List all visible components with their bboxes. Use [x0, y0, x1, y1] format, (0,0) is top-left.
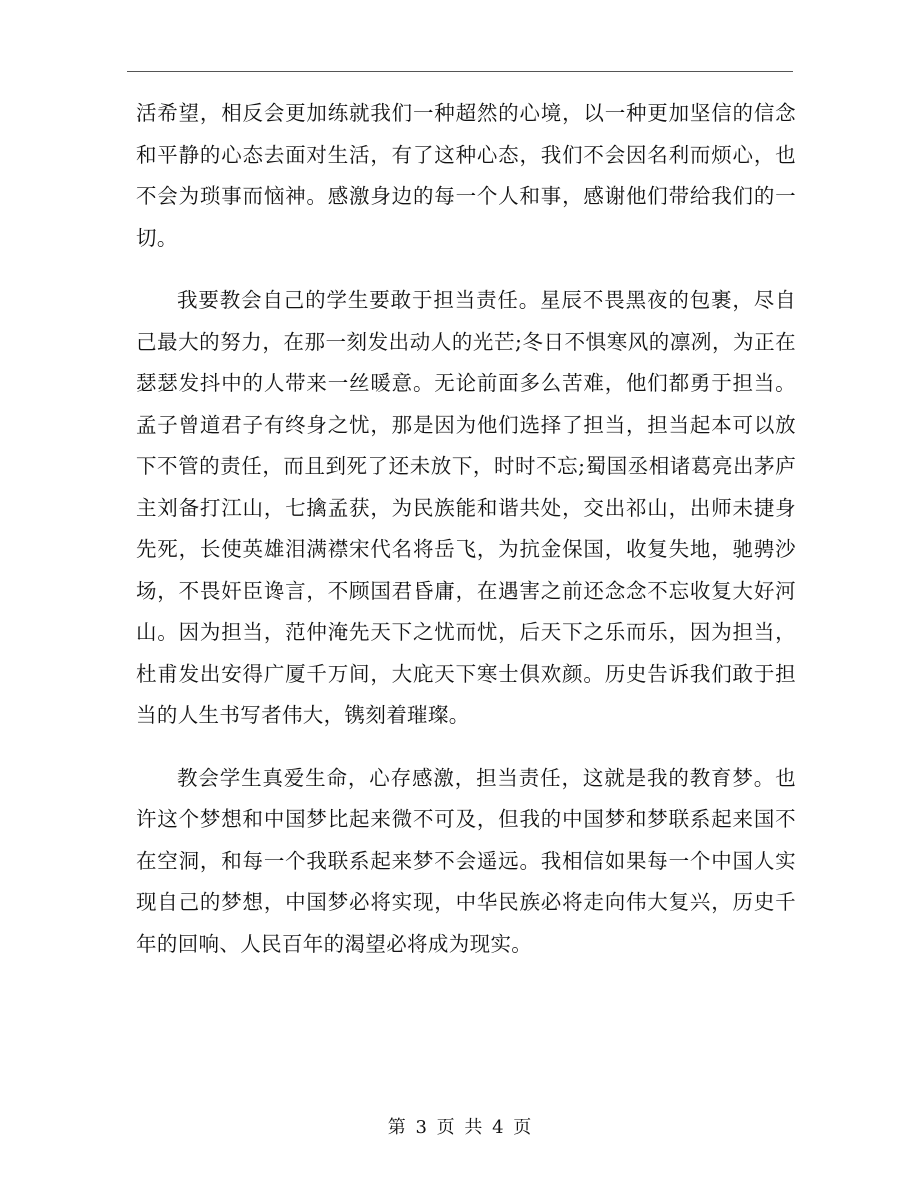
paragraph-1: 活希望，相反会更加练就我们一种超然的心境，以一种更加坚信的信念和平静的心态去面对生活，有了这种心态，我们不会因名利而烦心，也不会为琐事而恼神。感激身边的每一个人和事，感谢他们带给我们的一切。 [136, 101, 796, 250]
document-body [136, 93, 796, 965]
paragraph-2: 我要教会自己的学生要敢于担当责任。星辰不畏黑夜的包裹，尽自己最大的努力，在那一刻发出动人的光芒;冬日不惧寒风的凛冽，为正在瑟瑟发抖中的人带来一丝暖意。无论前面多么苦难，他们都勇于担当。孟子曾道君子有终身之忧，那是因为他们选择了担当，担当起本可以放下不管的责任，而且到死了还未放下，时时不忘;蜀国丞相诸葛亮出茅庐主刘备打江山，七擒孟获，为民族能和谐共处，交出祁山，出师未捷身先死，长使英雄泪满襟宋代名将岳飞，为抗金保国，收复失地，驰骋沙场，不畏奸臣谗言，不顾国君昏庸，在遇害之前还念念不忘收复大好河山。因为担当，范仲淹先天下之忧而忧，后天下之乐而乐，因为担当，杜甫发出安得广厦千万间，大庇天下寒士俱欢颜。历史告诉我们敢于担当的人生书写者伟大，镌刻着璀璨。 [136, 288, 796, 727]
page-number-footer: 第 3 页 共 4 页 [387, 1117, 533, 1138]
header-rule [127, 71, 793, 72]
paragraph-3: 教会学生真爱生命，心存感激，担当责任，这就是我的教育梦。也许这个梦想和中国梦比起来微不可及，但我的中国梦和梦联系起来国不在空洞，和每一个我联系起来梦不会遥远。我相信如果每一个中国人实现自己的梦想，中国梦必将实现，中华民族必将走向伟大复兴，历史千年的回响、人民百年的渴望必将成为现实。 [136, 765, 796, 956]
